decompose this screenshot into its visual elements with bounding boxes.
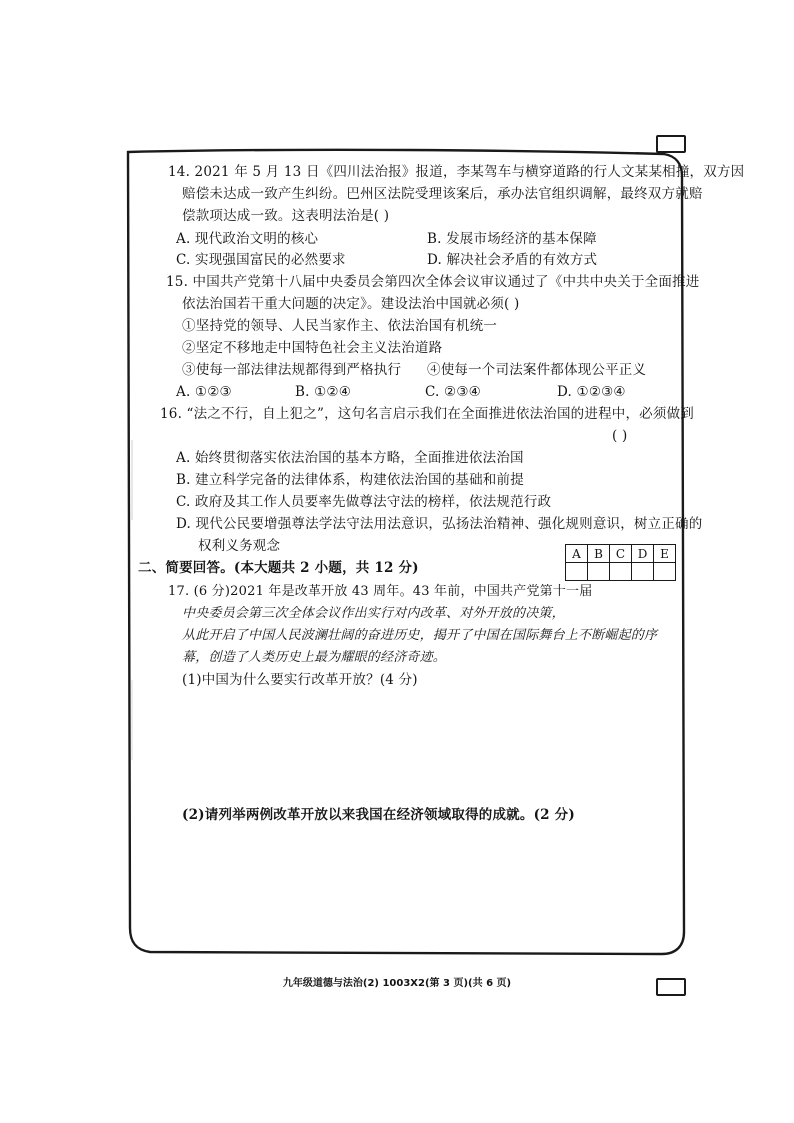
q14-option-d[interactable]: D. 解决社会矛盾的有效方式 <box>427 252 598 268</box>
q16-option-d[interactable]: D. 现代公民要增强尊法学法守法用法意识，弘扬法治精神、强化规则意识，树立正确的 <box>176 516 703 532</box>
q14-option-b[interactable]: B. 发展市场经济的基本保障 <box>427 231 597 247</box>
q15-item4: ④使每一个司法案件都体现公平正义 <box>427 362 647 378</box>
section2-title: 二、简要回答。(本大题共 2 小题，共 12 分) <box>138 560 419 576</box>
score-table <box>565 544 676 581</box>
q15-item3: ③使每一部法律法规都得到严格执行 <box>182 362 402 378</box>
q16-option-d-cont: 权利义务观念 <box>198 538 281 554</box>
q17-sub2: (2)请列举两例改革开放以来我国在经济领域取得的成就。(2 分) <box>182 807 575 823</box>
score-cell-e[interactable] <box>654 563 676 581</box>
q17-sub1: (1)中国为什么要实行改革开放？(4 分) <box>182 672 418 688</box>
score-header-a: A <box>566 545 588 563</box>
score-header-e: E <box>654 545 676 563</box>
q15-option-b[interactable]: B. ①②④ <box>295 384 352 400</box>
q15-item1: ①坚持党的领导、人民当家作主、依法治国有机统一 <box>182 318 498 334</box>
page-footer: 九年级道德与法治(2) 1003X2(第 3 页)(共 6 页) <box>282 978 512 989</box>
corner-mark-top <box>656 135 686 153</box>
q16-option-a[interactable]: A. 始终贯彻落实依法治国的基本方略，全面推进依法治国 <box>176 450 524 466</box>
q16-option-c[interactable]: C. 政府及其工作人员要率先做尊法守法的榜样，依法规范行政 <box>176 494 552 510</box>
q15-item2: ②坚定不移地走中国特色社会主义法治道路 <box>182 340 443 356</box>
score-cell-d[interactable] <box>632 563 654 581</box>
q14-line1: 14. 2021 年 5 月 13 日《四川法治报》报道，李某驾车与横穿道路的行人文某某相撞，双方因 <box>168 164 745 180</box>
q14-line2: 赔偿未达成一致产生纠纷。巴州区法院受理该案后，承办法官组织调解，最终双方就赔 <box>182 186 703 202</box>
score-header-b: B <box>588 545 610 563</box>
q15-line2: 依法治国若干重大问题的决定》。建设法治中国就必须( ) <box>182 296 520 312</box>
q15-option-d[interactable]: D. ①②③④ <box>557 384 626 400</box>
q14-line3: 偿款项达成一致。这表明法治是( ) <box>182 208 390 224</box>
score-cell-c[interactable] <box>610 563 632 581</box>
q16-option-b[interactable]: B. 建立科学完备的法律体系，构建依法治国的基础和前提 <box>176 472 524 488</box>
q15-option-c[interactable]: C. ②③④ <box>425 384 481 400</box>
q14-option-c[interactable]: C. 实现强国富民的必然要求 <box>176 252 346 268</box>
score-header-d: D <box>632 545 654 563</box>
q14-option-a[interactable]: A. 现代政治文明的核心 <box>176 231 319 247</box>
score-cell-a[interactable] <box>566 563 588 581</box>
q16-line1: 16. “法之不行，自上犯之”，这句名言启示我们在全面推进依法治国的进程中，必须做到 <box>160 406 694 422</box>
q17-line3: 从此开启了中国人民波澜壮阔的奋进历史，揭开了中国在国际舞台上不断崛起的序 <box>182 628 658 643</box>
score-cell-b[interactable] <box>588 563 610 581</box>
q17-line4: 幕，创造了人类历史上最为耀眼的经济奇迹。 <box>182 650 447 665</box>
score-header-c: C <box>610 545 632 563</box>
q17-line2: 中央委员会第三次全体会议作出实行对内改革、对外开放的决策， <box>182 606 565 621</box>
q15-line1: 15. 中国共产党第十八届中央委员会第四次全体会议审议通过了《中共中央关于全面推进 <box>166 274 700 290</box>
q15-option-a[interactable]: A. ①②③ <box>176 384 232 400</box>
q16-answer-paren: ( ) <box>612 428 628 444</box>
q17-line1: 17. (6 分)2021 年是改革开放 43 周年。43 年前，中国共产党第十一届 <box>168 584 593 599</box>
